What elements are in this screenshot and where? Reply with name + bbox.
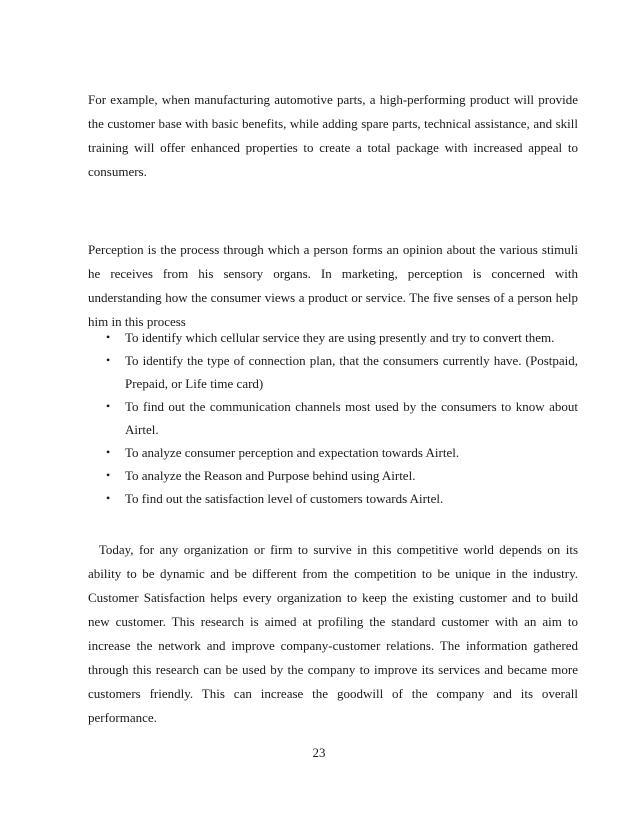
list-item: [106, 487, 578, 510]
bullet-icon: •: [106, 491, 111, 505]
bullet-icon: •: [106, 445, 111, 459]
bullet-icon: •: [106, 399, 111, 413]
list-item: [106, 349, 578, 395]
bullet-icon: •: [106, 353, 111, 367]
list-item-text: To find out the satisfaction level of customers towards Airtel.: [125, 491, 444, 506]
objectives-list: [106, 326, 578, 510]
list-item: [106, 441, 578, 464]
list-item-text: To find out the communication channels most used by the consumers to know about Airtel.: [125, 399, 578, 437]
paragraph-customer-satisfaction: [88, 538, 578, 730]
list-item-text: To identify which cellular service they are using presently and try to convert them.: [125, 330, 555, 345]
paragraph-customer-satisfaction-text: Today, for any organization or firm to survive in this competitive world depends on its ability to be dynamic and be different from the competition to be unique in the industry. Customer Satisfaction helps every organization to keep the existing customer and to build new customer. This research is aimed at profiling the standard customer with an aim to increase the network and improve company-customer relations. The information gathered through this research can be used by the company to improve its services and became more customers friendly. This can increase the goodwill of the company and its overall performance.: [88, 542, 579, 725]
bullet-icon: •: [106, 468, 111, 482]
paragraph-example-automotive: For example, when manufacturing automotive parts, a high-performing product will provide the customer base with basic benefits, while adding spare parts, technical assistance, and skill training will offer enhanced properties to create a total package with increased appeal to consumers.: [88, 92, 578, 179]
paragraph-perception: Perception is the process through which a person forms an opinion about the various stimuli he receives from his sensory organs. In marketing, perception is concerned with understanding how the consumer views a product or service. The five senses of a person help him in this process: [88, 242, 578, 329]
list-item: [106, 395, 578, 441]
list-item-text: To analyze consumer perception and expectation towards Airtel.: [125, 445, 460, 460]
list-item-text: To identify the type of connection plan, that the consumers currently have. (Postpaid, Prepaid, or Life time card): [125, 353, 578, 391]
list-item: [106, 464, 578, 487]
list-item: [106, 326, 578, 349]
page-number: 23: [312, 745, 326, 760]
bullet-icon: •: [106, 330, 111, 344]
list-item-text: To analyze the Reason and Purpose behind using Airtel.: [125, 468, 416, 483]
